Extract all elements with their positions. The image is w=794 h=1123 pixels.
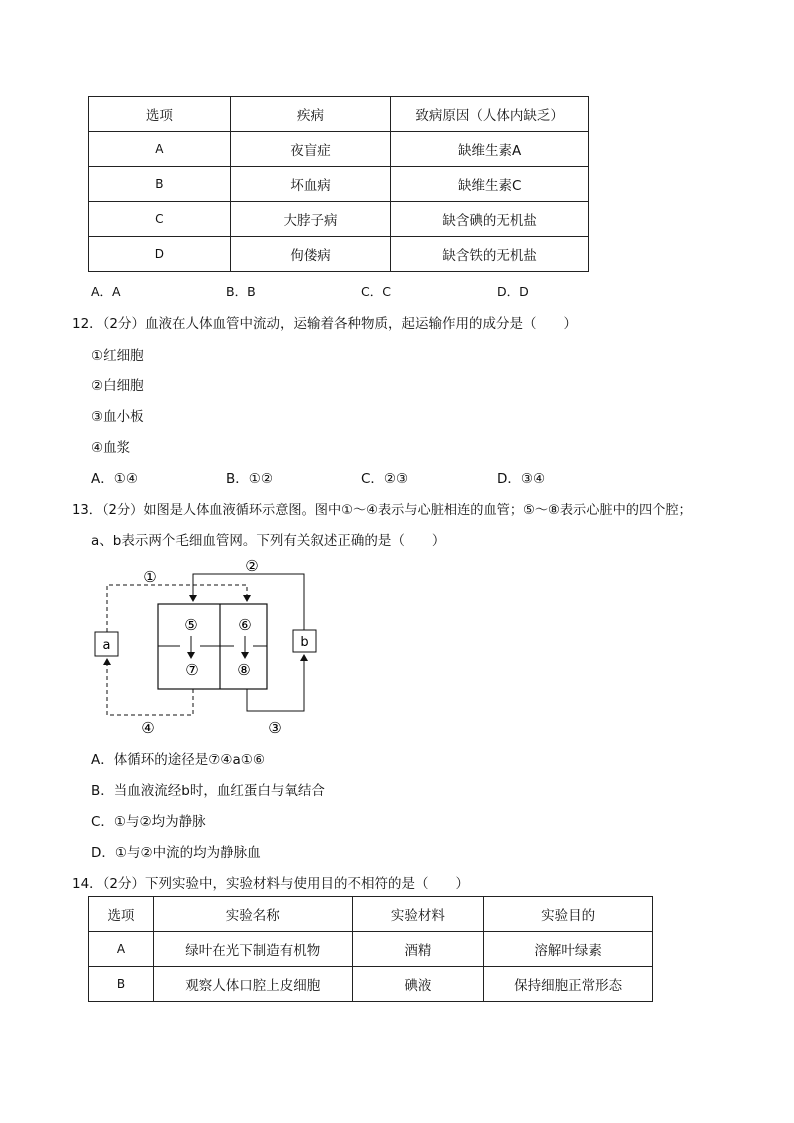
- q13-option-c[interactable]: C．①与②均为静脉: [91, 814, 206, 830]
- q12-option-d[interactable]: D．③④: [497, 471, 546, 487]
- table-cell: 缺维生素A: [391, 132, 589, 167]
- table-cell: D: [89, 237, 231, 272]
- table-cell: 酒精: [352, 932, 484, 967]
- q12-item: ②白细胞: [91, 378, 144, 394]
- table-cell: 夜盲症: [230, 132, 391, 167]
- q12-item: ①红细胞: [91, 348, 144, 364]
- table-cell: 佝偻病: [230, 237, 391, 272]
- chamber-8-label: ⑧: [237, 661, 251, 679]
- table-cell: A: [89, 932, 154, 967]
- q11-option-b[interactable]: B．B: [226, 284, 256, 299]
- vessel-3-label: ③: [268, 719, 282, 737]
- chamber-5-label: ⑤: [184, 616, 198, 634]
- table-cell: B: [89, 967, 154, 1002]
- q14-table: [88, 896, 653, 1002]
- vessel-2-label: ②: [245, 557, 259, 575]
- table-row: [89, 967, 653, 1002]
- table-cell: 保持细胞正常形态: [484, 967, 653, 1002]
- q11-option-c[interactable]: C．C: [361, 284, 391, 299]
- vessel-4-label: ④: [141, 719, 155, 737]
- table-cell: 缺含铁的无机盐: [391, 237, 589, 272]
- capillary-a-label: a: [102, 638, 111, 653]
- table-cell: 缺维生素C: [391, 167, 589, 202]
- table-cell: 溶解叶绿素: [484, 932, 653, 967]
- table-header-row: [89, 897, 653, 932]
- vessel-1-label: ①: [143, 568, 157, 586]
- table-header: 疾病: [230, 97, 391, 132]
- vessel-4: [107, 659, 193, 715]
- table-row: [89, 167, 589, 202]
- table-cell: 绿叶在光下制造有机物: [153, 932, 352, 967]
- vessel-1: [107, 585, 247, 632]
- q13-option-a[interactable]: A．体循环的途径是⑦④a①⑥: [91, 752, 265, 768]
- table-header: 选项: [89, 97, 231, 132]
- q11-option-d[interactable]: D．D: [497, 284, 529, 299]
- table-cell: 缺含碘的无机盐: [391, 202, 589, 237]
- q11-option-a[interactable]: A．A: [91, 284, 121, 299]
- q12-option-b[interactable]: B．①②: [226, 471, 273, 487]
- chamber-6-label: ⑥: [238, 616, 252, 634]
- q12-stem: 12．（2分）血液在人体血管中流动，运输着各种物质，起运输作用的成分是（ ）: [72, 316, 578, 332]
- table-header-row: [89, 97, 589, 132]
- chamber-7-label: ⑦: [185, 661, 199, 679]
- table-header: 选项: [89, 897, 154, 932]
- q12-option-a[interactable]: A．①④: [91, 471, 138, 487]
- vessel-3: [247, 655, 304, 711]
- table-cell: 碘液: [352, 967, 484, 1002]
- table-cell: 观察人体口腔上皮细胞: [153, 967, 352, 1002]
- circulation-diagram: [90, 555, 330, 745]
- table-header: 实验名称: [153, 897, 352, 932]
- table-cell: 大脖子病: [230, 202, 391, 237]
- table-header: 实验材料: [352, 897, 484, 932]
- table-cell: B: [89, 167, 231, 202]
- q13-stem-line2: a、b表示两个毛细血管网。下列有关叙述正确的是（ ）: [91, 533, 446, 549]
- q13-option-d[interactable]: D．①与②中流的均为静脉血: [91, 845, 261, 861]
- q12-option-c[interactable]: C．②③: [361, 471, 409, 487]
- table-row: [89, 132, 589, 167]
- table-header: 实验目的: [484, 897, 653, 932]
- q12-item: ③血小板: [91, 409, 144, 425]
- table-row: [89, 237, 589, 272]
- q13-stem-line1: 13．（2分）如图是人体血液循环示意图。图中①～④表示与心脏相连的血管；⑤～⑧表示心脏中的四个腔；: [72, 503, 692, 518]
- table-cell: A: [89, 132, 231, 167]
- q12-item: ④血浆: [91, 440, 131, 456]
- table-row: [89, 202, 589, 237]
- q13-option-b[interactable]: B．当血液流经b时，血红蛋白与氧结合: [91, 783, 325, 799]
- table-cell: 坏血病: [230, 167, 391, 202]
- q11-table: [88, 96, 589, 272]
- capillary-b-label: b: [300, 635, 309, 650]
- q14-stem: 14．（2分）下列实验中，实验材料与使用目的不相符的是（ ）: [72, 876, 470, 892]
- table-cell: C: [89, 202, 231, 237]
- table-header: 致病原因（人体内缺乏）: [391, 97, 589, 132]
- table-row: [89, 932, 653, 967]
